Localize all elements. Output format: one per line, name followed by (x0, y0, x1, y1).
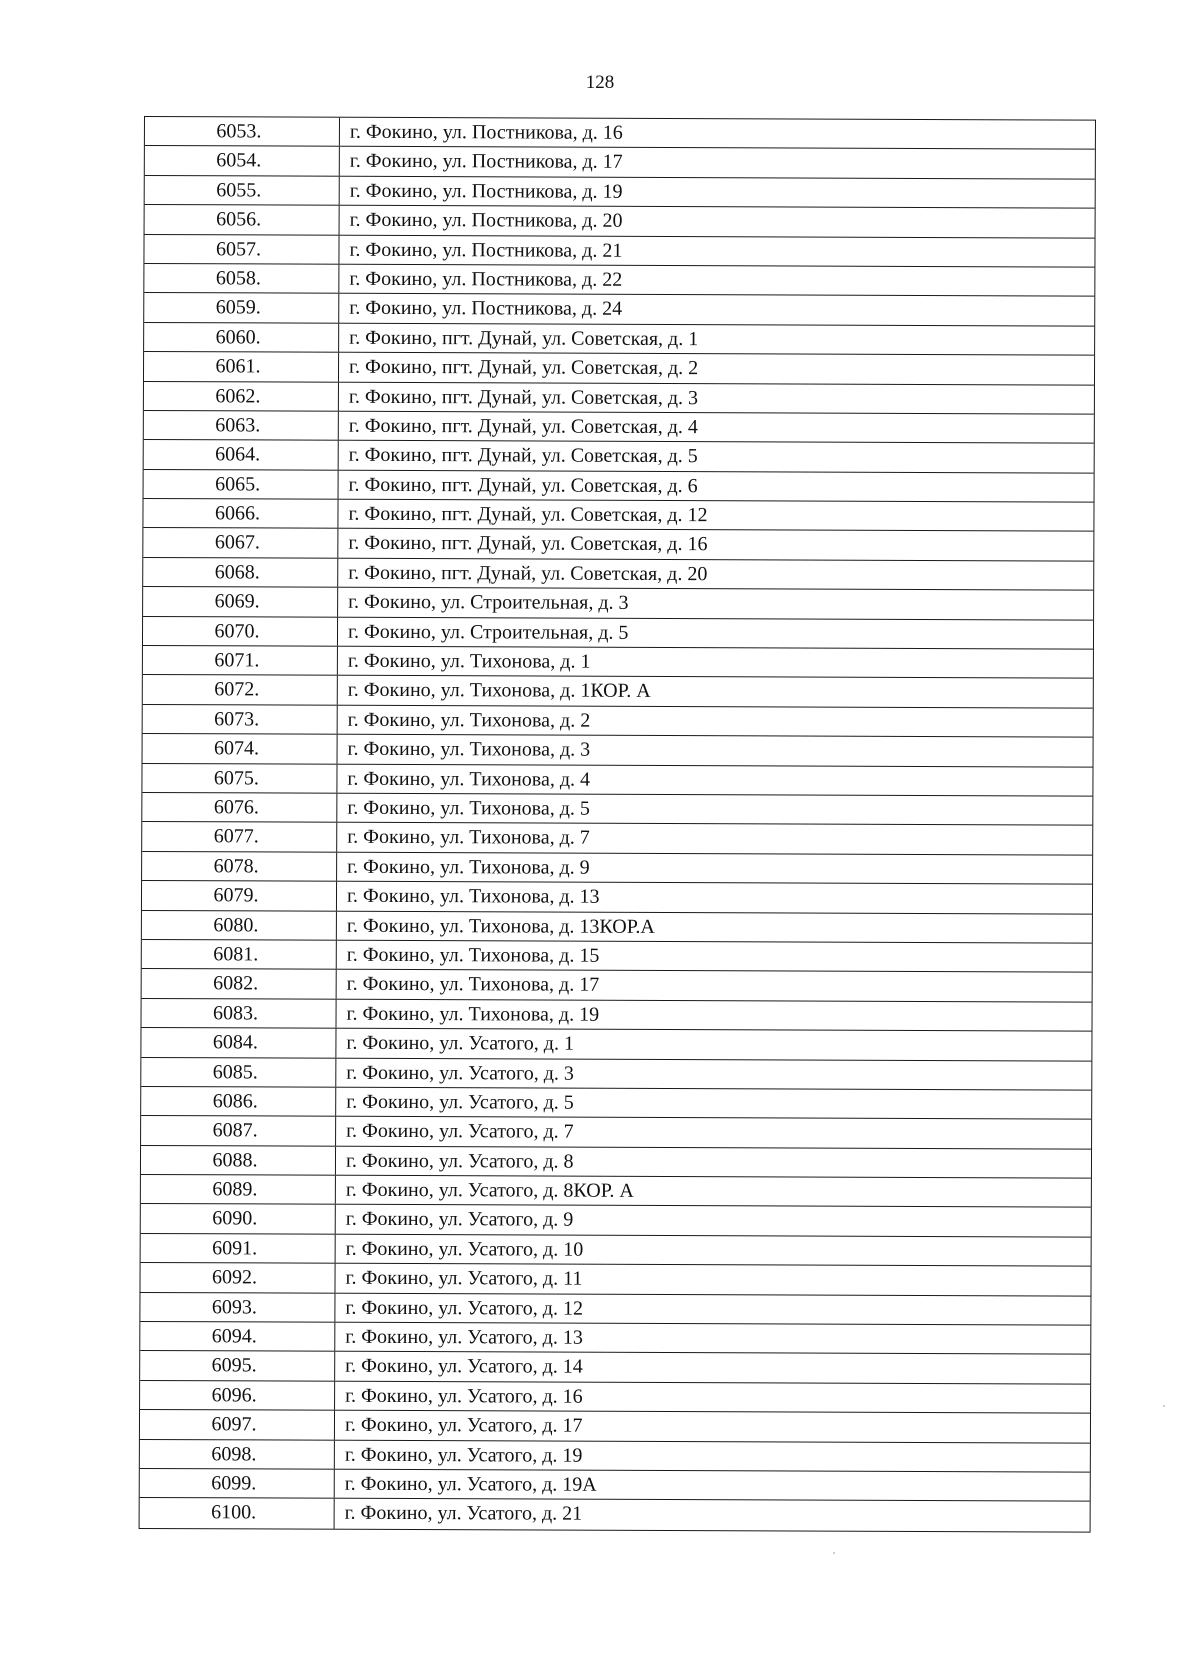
row-number: 6058. (144, 264, 339, 293)
row-address: г. Фокино, ул. Строительная, д. 5 (347, 620, 629, 644)
table-row (145, 205, 1095, 238)
row-number: 6096. (140, 1381, 335, 1410)
row-address: г. Фокино, ул. Усатого, д. 1 (346, 1031, 575, 1055)
table-row (142, 940, 1092, 973)
row-number: 6072. (143, 675, 338, 704)
scan-speck (833, 1552, 835, 1554)
row-address: г. Фокино, пгт. Дунай, ул. Советская, д. 20 (348, 561, 708, 586)
row-number: 6099. (140, 1469, 335, 1498)
table-row (142, 852, 1092, 885)
row-address: г. Фокино, ул. Усатого, д. 10 (345, 1237, 584, 1261)
row-number: 6069. (143, 587, 338, 616)
table-row (145, 146, 1095, 179)
table-row (141, 1175, 1091, 1208)
table-row (143, 528, 1093, 561)
row-address: г. Фокино, ул. Постникова, д. 20 (349, 208, 623, 233)
row-number: 6065. (144, 470, 339, 499)
row-address: г. Фокино, пгт. Дунай, ул. Советская, д. 6 (348, 473, 698, 497)
row-address: г. Фокино, пгт. Дунай, ул. Советская, д. 2 (348, 355, 699, 380)
row-number: 6089. (141, 1175, 336, 1204)
row-number: 6075. (142, 764, 337, 793)
row-address: г. Фокино, ул. Тихонова, д. 19 (346, 1002, 600, 1026)
table-row (140, 1410, 1090, 1443)
table-row (143, 499, 1093, 532)
row-number: 6082. (142, 969, 337, 998)
row-address: г. Фокино, ул. Постникова, д. 21 (349, 238, 623, 262)
row-number: 6056. (145, 205, 340, 234)
row-number: 6100. (140, 1498, 335, 1528)
table-row (140, 1440, 1090, 1473)
table-row (144, 411, 1094, 444)
row-number: 6077. (142, 822, 337, 851)
table-row (140, 1293, 1090, 1326)
row-number: 6067. (143, 528, 338, 557)
row-number: 6073. (143, 705, 338, 734)
row-number: 6090. (141, 1204, 336, 1233)
row-number: 6084. (141, 1028, 336, 1057)
table-row (144, 382, 1094, 415)
row-address: г. Фокино, ул. Постникова, д. 16 (349, 120, 623, 144)
page-number: 128 (585, 72, 615, 93)
row-address: г. Фокино, ул. Усатого, д. 5 (346, 1090, 574, 1114)
row-number: 6091. (141, 1234, 336, 1263)
table-row (143, 734, 1093, 767)
row-number: 6074. (143, 734, 338, 763)
table-row (141, 1204, 1091, 1237)
table-row (140, 1469, 1090, 1502)
row-address: г. Фокино, ул. Усатого, д. 19А (344, 1472, 597, 1496)
row-address: г. Фокино, пгт. Дунай, ул. Советская, д. 4 (348, 414, 698, 439)
row-number: 6063. (144, 411, 339, 440)
row-number: 6080. (142, 911, 337, 940)
row-number: 6057. (144, 235, 339, 264)
table-row (142, 764, 1092, 797)
row-address: г. Фокино, ул. Тихонова, д. 2 (347, 708, 591, 732)
row-address: г. Фокино, ул. Тихонова, д. 13КОР.А (346, 914, 655, 938)
row-address: г. Фокино, пгт. Дунай, ул. Советская, д. 3 (348, 385, 699, 409)
table-row (141, 1028, 1091, 1061)
table-row (140, 1351, 1090, 1384)
scan-speck (1163, 1405, 1165, 1407)
row-address: г. Фокино, ул. Усатого, д. 3 (346, 1061, 574, 1085)
row-address: г. Фокино, пгт. Дунай, ул. Советская, д. 1 (349, 326, 699, 350)
row-number: 6071. (143, 646, 338, 675)
table-row (144, 264, 1094, 297)
table-row (141, 999, 1091, 1032)
row-address: г. Фокино, ул. Постникова, д. 17 (349, 150, 623, 174)
table-row (143, 558, 1093, 591)
row-address: г. Фокино, ул. Тихонова, д. 7 (347, 826, 590, 850)
row-address: г. Фокино, ул. Тихонова, д. 4 (347, 767, 591, 791)
row-address: г. Фокино, ул. Постникова, д. 24 (349, 297, 623, 321)
row-address: г. Фокино, ул. Усатого, д. 12 (345, 1296, 584, 1320)
row-address: г. Фокино, ул. Усатого, д. 17 (344, 1413, 583, 1437)
row-address: г. Фокино, ул. Постникова, д. 22 (349, 267, 623, 291)
row-address: г. Фокино, ул. Постникова, д. 19 (349, 179, 623, 203)
table-row (141, 1234, 1091, 1267)
row-number: 6085. (141, 1057, 336, 1086)
table-row (143, 617, 1093, 650)
table-row (140, 1381, 1090, 1414)
row-number: 6068. (143, 558, 338, 587)
row-number: 6076. (142, 793, 337, 822)
table-row (144, 352, 1094, 385)
table-row (142, 969, 1092, 1002)
table-row (144, 440, 1094, 473)
row-number: 6060. (144, 323, 339, 352)
row-number: 6095. (140, 1351, 335, 1380)
table-row (140, 1322, 1090, 1355)
row-number: 6054. (145, 146, 340, 175)
row-address: г. Фокино, ул. Усатого, д. 21 (344, 1502, 583, 1526)
table-row (142, 822, 1092, 855)
row-address: г. Фокино, ул. Усатого, д. 13 (345, 1325, 583, 1349)
row-number: 6092. (140, 1263, 335, 1292)
row-number: 6061. (144, 352, 339, 381)
table-row (144, 470, 1094, 503)
row-number: 6064. (144, 440, 339, 469)
row-number: 6093. (140, 1293, 335, 1322)
row-number: 6059. (144, 293, 339, 322)
row-address: г. Фокино, ул. Тихонова, д. 15 (346, 943, 600, 967)
row-number: 6053. (145, 117, 340, 146)
table-row (140, 1263, 1090, 1296)
row-address: г. Фокино, ул. Тихонова, д. 9 (347, 855, 590, 879)
row-address: г. Фокино, ул. Тихонова, д. 17 (346, 973, 600, 997)
row-number: 6078. (142, 852, 337, 881)
row-number: 6086. (141, 1087, 336, 1116)
row-address: г. Фокино, пгт. Дунай, ул. Советская, д. 16 (348, 532, 708, 556)
table-row (140, 1498, 1090, 1531)
table-row (141, 1087, 1091, 1120)
row-address: г. Фокино, ул. Усатого, д. 7 (346, 1120, 574, 1143)
row-number: 6083. (142, 999, 337, 1028)
table-row (145, 176, 1095, 209)
row-number: 6087. (141, 1116, 336, 1145)
table-row (144, 293, 1094, 326)
table-row (145, 117, 1095, 150)
table-row (143, 587, 1093, 620)
table-row (142, 793, 1092, 826)
row-number: 6088. (141, 1146, 336, 1175)
row-number: 6066. (143, 499, 338, 528)
row-address: г. Фокино, ул. Усатого, д. 16 (345, 1384, 583, 1408)
row-address: г. Фокино, ул. Строительная, д. 3 (348, 591, 629, 615)
row-address: г. Фокино, ул. Тихонова, д. 1КОР. А (347, 679, 651, 703)
row-address: г. Фокино, ул. Усатого, д. 8 (345, 1149, 574, 1173)
row-number: 6079. (142, 881, 337, 910)
row-address: г. Фокино, ул. Тихонова, д. 5 (347, 796, 590, 820)
table-row (142, 911, 1092, 944)
row-number: 6081. (142, 940, 337, 969)
address-table (139, 116, 1096, 1532)
row-address: г. Фокино, пгт. Дунай, ул. Советская, д. 12 (348, 502, 708, 527)
row-number: 6062. (144, 382, 339, 411)
row-address: г. Фокино, ул. Тихонова, д. 3 (347, 737, 591, 761)
row-address: г. Фокино, ул. Усатого, д. 14 (345, 1355, 583, 1379)
table-row (143, 675, 1093, 708)
row-address: г. Фокино, ул. Усатого, д. 8КОР. А (345, 1178, 634, 1202)
table-row (144, 323, 1094, 356)
table-row (143, 646, 1093, 679)
row-number: 6097. (140, 1410, 335, 1439)
row-address: г. Фокино, ул. Тихонова, д. 1 (347, 649, 591, 673)
row-address: г. Фокино, ул. Усатого, д. 9 (345, 1208, 574, 1232)
table-row (141, 1146, 1091, 1179)
table-row (142, 881, 1092, 914)
row-number: 6055. (145, 176, 340, 205)
row-number: 6070. (143, 617, 338, 646)
table-row (141, 1116, 1091, 1149)
table-row (144, 235, 1094, 268)
table-row (141, 1057, 1091, 1090)
row-number: 6094. (140, 1322, 335, 1351)
row-address: г. Фокино, ул. Тихонова, д. 13 (346, 884, 600, 908)
row-number: 6098. (140, 1440, 335, 1469)
row-address: г. Фокино, пгт. Дунай, ул. Советская, д. 5 (348, 444, 698, 468)
table-row (143, 705, 1093, 738)
row-address: г. Фокино, ул. Усатого, д. 11 (345, 1267, 583, 1290)
row-address: г. Фокино, ул. Усатого, д. 19 (344, 1443, 583, 1467)
